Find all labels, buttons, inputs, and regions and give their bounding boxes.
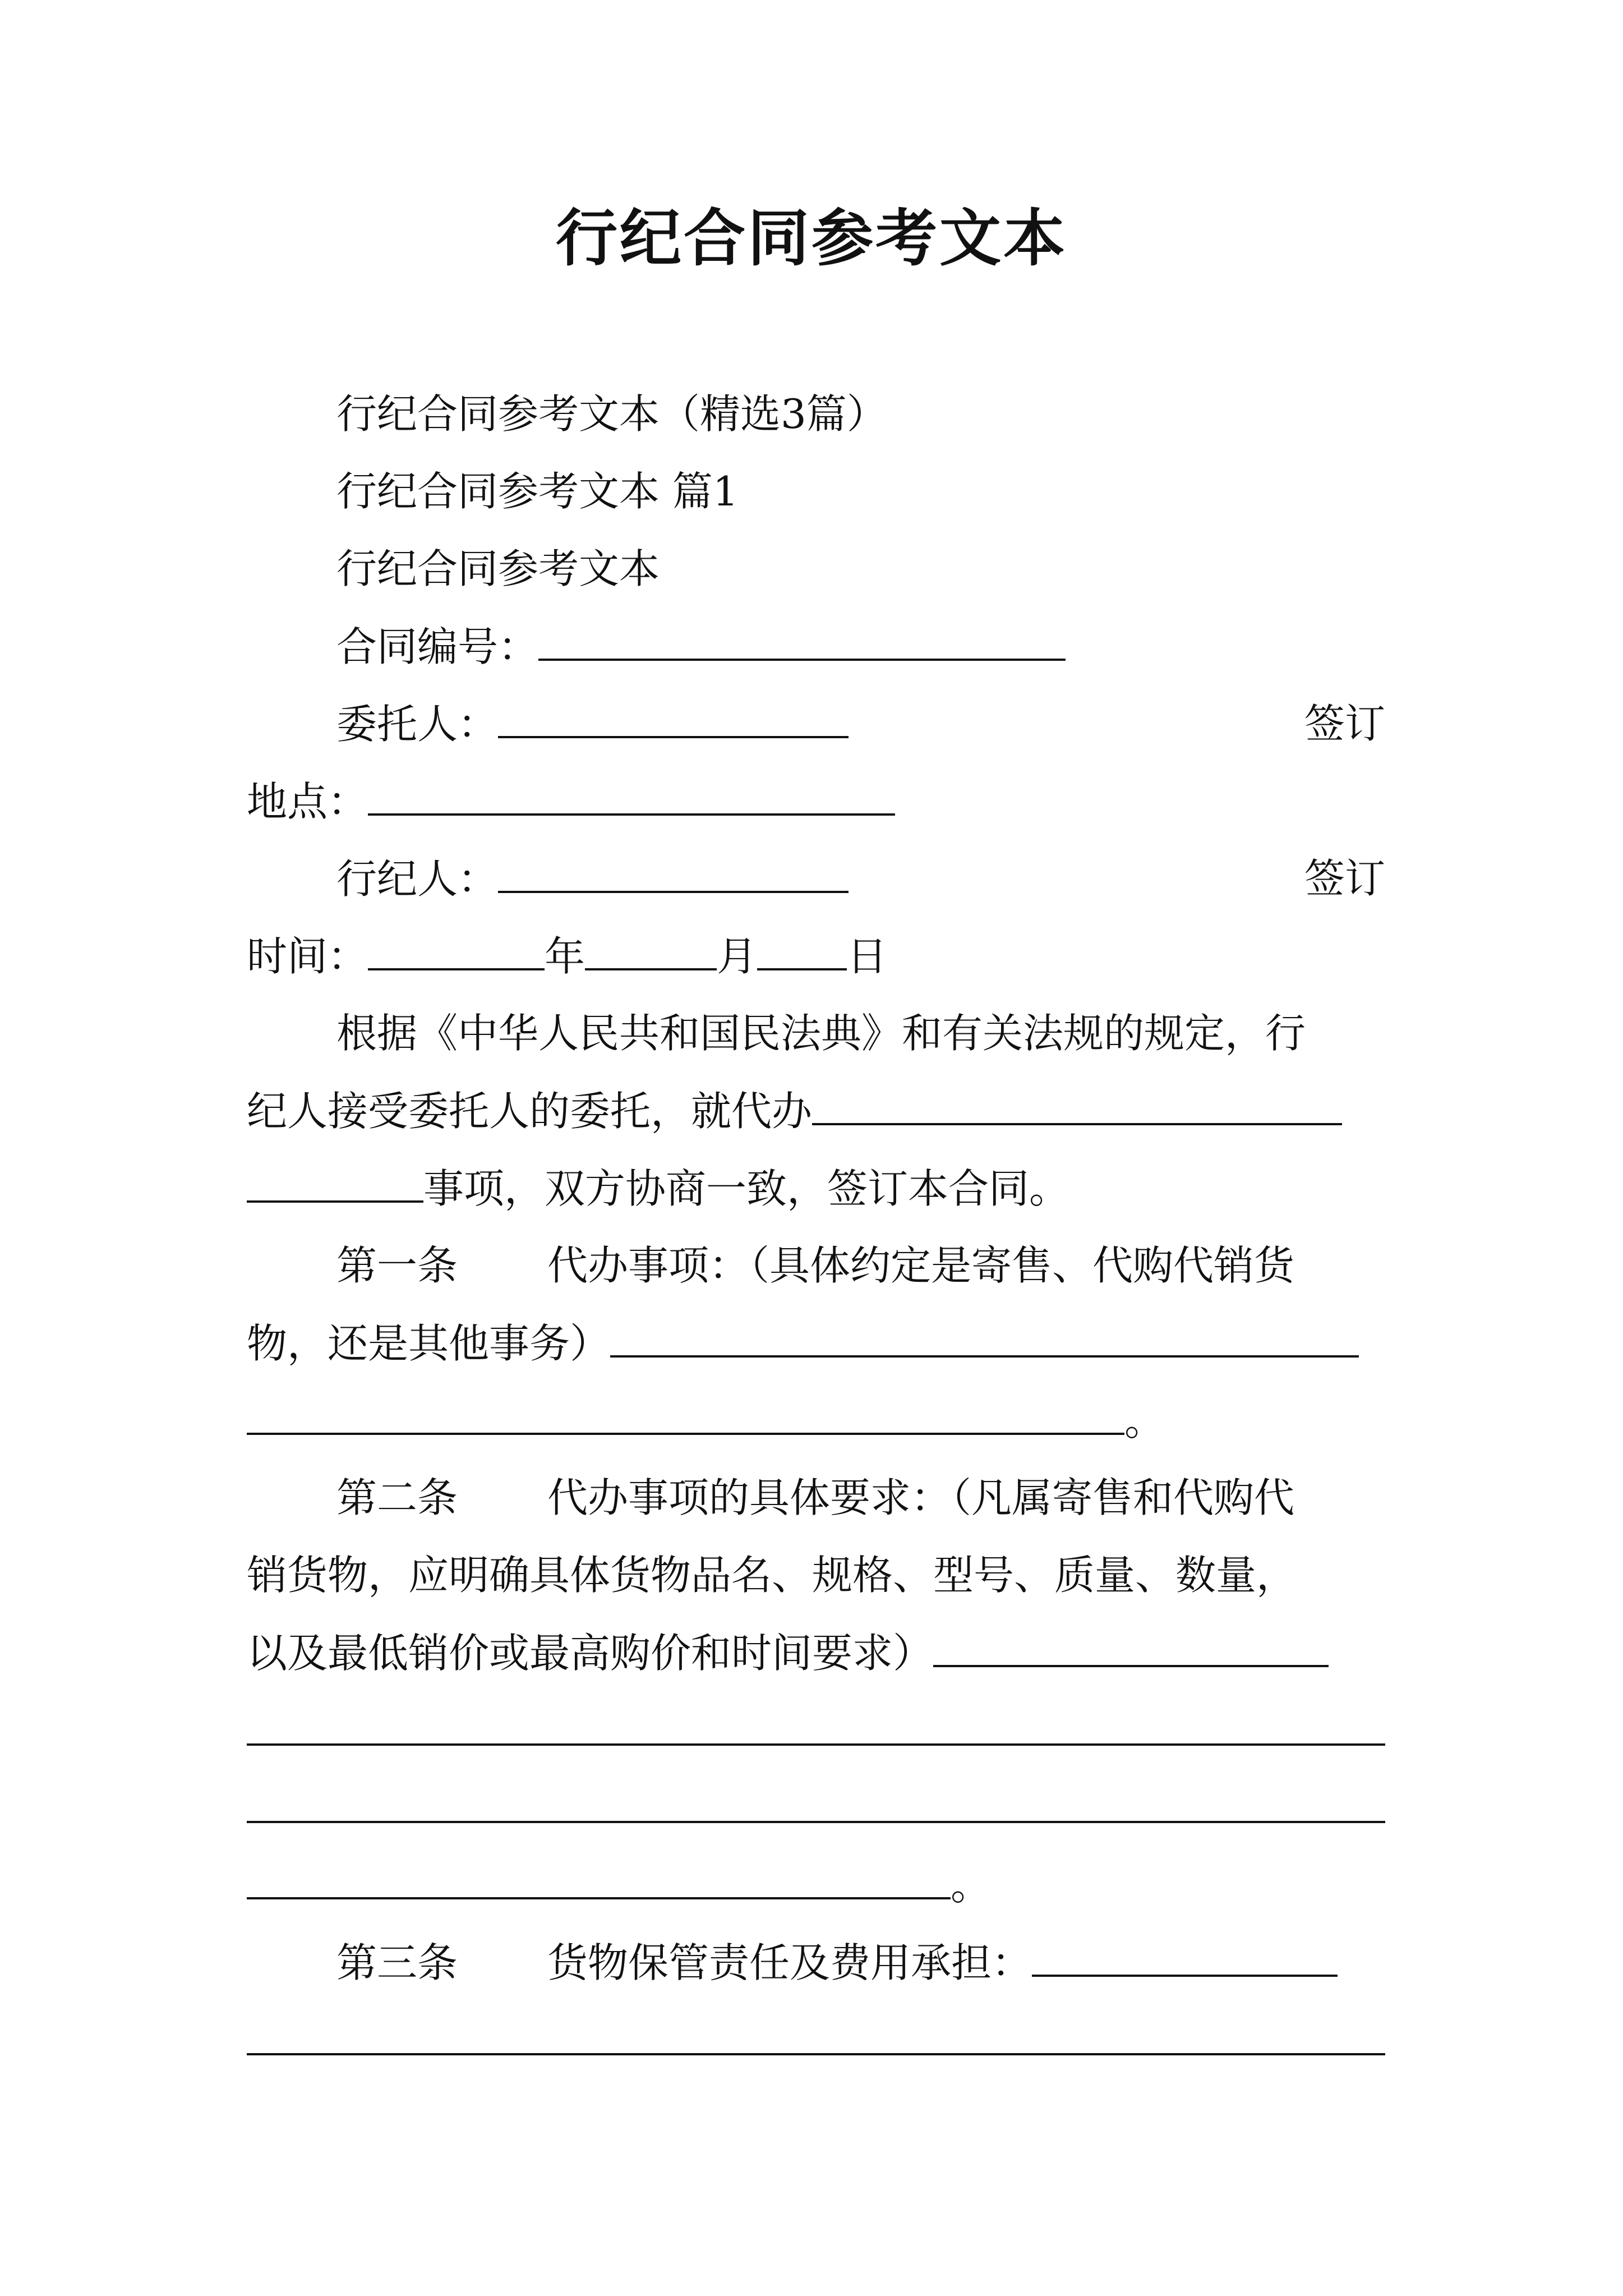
article-1-line-2	[247, 1316, 1359, 1370]
principal-row	[336, 697, 849, 751]
intro-line-3-text: 事项，双方协商一致，签订本合同。	[423, 1165, 1070, 1212]
agent-row	[336, 852, 849, 906]
intro-blank-2	[247, 1161, 423, 1203]
contract-number-blank	[538, 619, 1066, 661]
principal-label: 委托人：	[336, 701, 499, 748]
article-1-period: 。	[1124, 1397, 1165, 1444]
place-label: 地点：	[247, 778, 368, 825]
sign-place-label-start: 签订	[1304, 700, 1385, 747]
intro-line-1: 根据《中华人民共和国民法典》和有关法规的规定，行	[336, 1010, 1306, 1057]
article-2-blank-1	[933, 1626, 1329, 1667]
article-3-blank-2	[247, 2053, 1385, 2055]
article-1-blank-1	[610, 1316, 1359, 1358]
place-blank	[368, 774, 895, 816]
year-label: 年	[545, 933, 585, 980]
contract-number-label: 合同编号：	[336, 623, 539, 670]
time-row	[247, 929, 887, 983]
article-1-line-3	[247, 1393, 1165, 1448]
article-2-text-3: 以及最低销价或最高购价和时间要求）	[247, 1630, 934, 1677]
article-3-line-1	[336, 1935, 1338, 1990]
subtitle-selection: 行纪合同参考文本（精选3篇）	[336, 390, 887, 438]
article-2-line-2: 销货物，应明确具体货物品名、规格、型号、质量、数量，	[247, 1552, 1297, 1599]
month-label: 月	[717, 933, 758, 980]
article-2-period: 。	[951, 1862, 992, 1909]
article-2-text-1: 代办事项的具体要求：（凡属寄售和代购代	[547, 1474, 1295, 1521]
article-2-line-3	[247, 1626, 1329, 1680]
intro-line-2-text: 纪人接受委托人的委托，就代办	[247, 1088, 813, 1135]
article-2-line-1	[336, 1471, 1294, 1525]
subtitle-part-1: 行纪合同参考文本 篇1	[336, 468, 739, 515]
article-1-line-1	[336, 1239, 1294, 1292]
principal-blank	[498, 697, 849, 738]
article-3-text-1: 货物保管责任及费用承担：	[547, 1939, 1032, 1986]
document-title: 行纪合同参考文本	[556, 202, 1067, 274]
article-3-heading: 第三条	[336, 1939, 458, 1986]
intro-line-2	[247, 1084, 1342, 1138]
article-1-text-2: 物，还是其他事务）	[247, 1320, 611, 1367]
year-blank	[368, 929, 545, 970]
article-2-blank-4	[247, 1858, 951, 1899]
article-2-blank-3	[247, 1821, 1385, 1823]
article-1-text-1: 代办事项：（具体约定是寄售、代购代销货	[547, 1242, 1295, 1289]
article-3-blank-1	[1032, 1935, 1338, 1977]
article-1-heading: 第一条	[336, 1242, 458, 1289]
agent-label: 行纪人：	[336, 855, 499, 903]
article-1-blank-2	[247, 1393, 1124, 1435]
day-blank	[757, 929, 847, 970]
month-blank	[585, 929, 717, 970]
agent-blank	[498, 852, 849, 893]
time-label: 时间：	[247, 933, 368, 980]
contract-number-row	[336, 619, 1066, 674]
article-2-line-6	[247, 1858, 991, 1912]
contract-heading: 行纪合同参考文本	[336, 545, 660, 592]
intro-line-3	[247, 1161, 1069, 1216]
article-2-heading: 第二条	[336, 1474, 458, 1521]
article-2-blank-2	[247, 1743, 1385, 1746]
day-label: 日	[847, 933, 888, 980]
intro-blank-1	[812, 1084, 1342, 1125]
place-row	[247, 774, 895, 829]
sign-time-label-start: 签订	[1304, 855, 1385, 902]
